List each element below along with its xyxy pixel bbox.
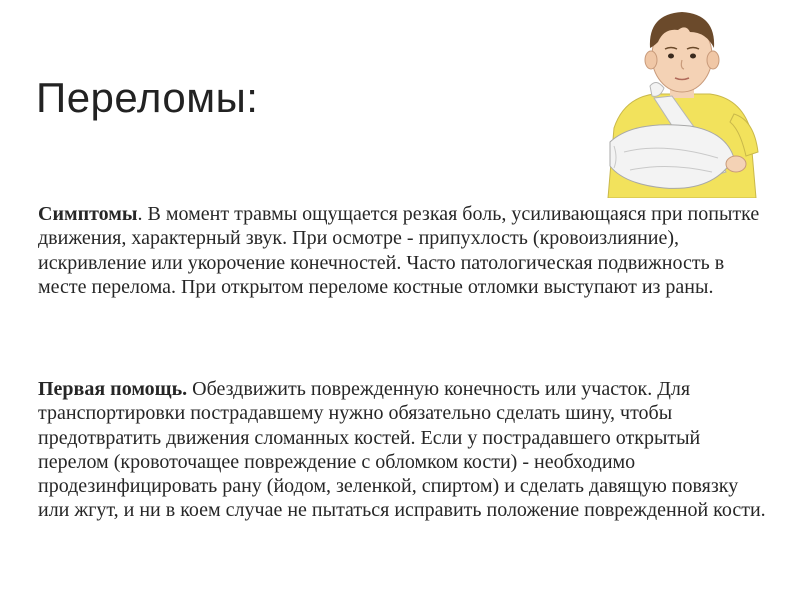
- page-title: Переломы:: [36, 74, 259, 121]
- boy-with-arm-sling-icon: [594, 2, 770, 198]
- symptoms-term: Симптомы: [38, 203, 138, 225]
- first-aid-paragraph: [38, 377, 770, 523]
- symptoms-paragraph: [38, 202, 770, 299]
- symptoms-text: В момент травмы ощущается резкая боль, усиливающаяся при попытке движения, характерный звук. При осмотре - припухлость (кровоизлияние), искривление или укорочение конечностей. Часто патологическая подвижность в месте перелома. При открытом переломе костные отломки выступают из раны.: [38, 203, 760, 298]
- first-aid-term: Первая помощь.: [38, 378, 188, 400]
- first-aid-text: Обездвижить поврежденную конечность или участок. Для транспортировки пострадавшему нужно обязательно сделать шину, чтобы предотвратить движения сломанных костей. Если у пострадавшего открытый перелом (кровоточащее повреждение с обломком кости) - необходимо продезинфицировать рану (йодом, зеленкой, спиртом) и сделать давящую повязку или жгут, и ни в коем случае не пытаться исправить положение поврежденной кости.: [38, 378, 766, 522]
- symptoms-separator: .: [137, 203, 148, 225]
